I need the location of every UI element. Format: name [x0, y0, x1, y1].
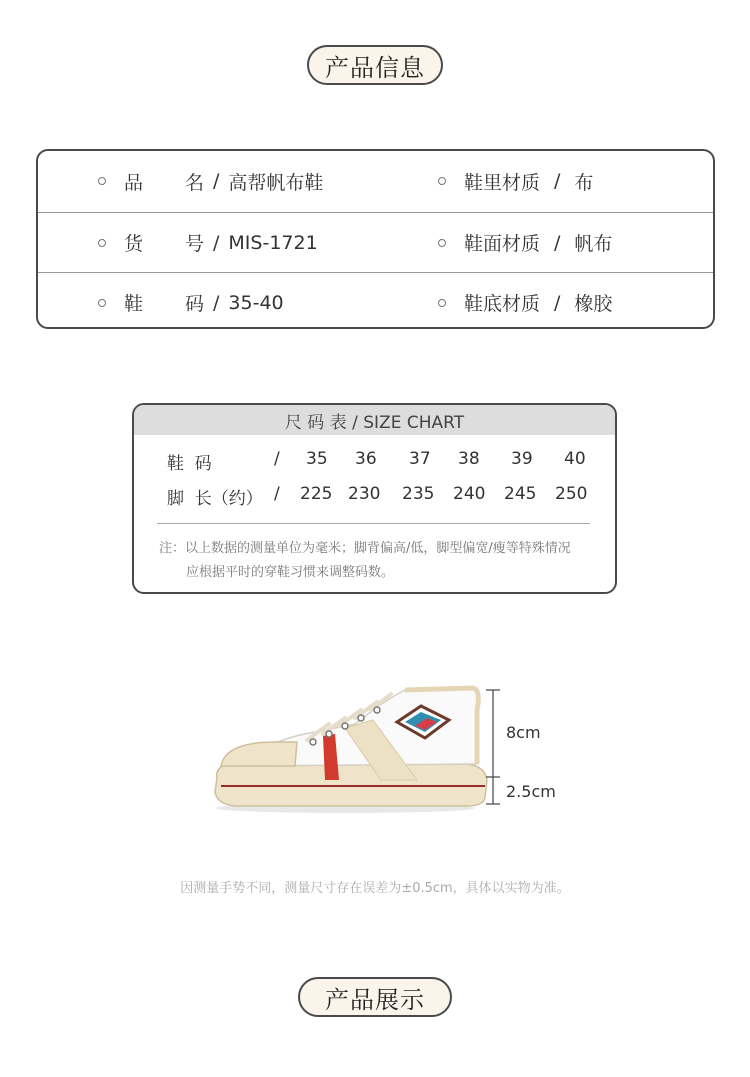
info-cell-name [98, 151, 323, 211]
size-note-line2: 应根据平时的穿鞋习惯来调整码数。 [186, 565, 395, 580]
foot-length-cell: 230 [348, 484, 381, 504]
size-row-label: 脚 长（约） [167, 489, 263, 509]
sole-height-label: 2.5cm [506, 782, 556, 801]
foot-length-cell: 245 [504, 484, 537, 504]
info-value: MIS-1721 [228, 231, 318, 254]
bullet-icon [438, 239, 446, 247]
divider [157, 523, 590, 524]
product-info-table [36, 149, 715, 329]
separator: / [554, 291, 561, 314]
product-info-title: 产品信息 [307, 45, 443, 85]
info-label: 货 号 [124, 233, 204, 255]
separator: / [274, 449, 280, 469]
separator: / [213, 291, 220, 314]
size-cell: 38 [458, 449, 480, 469]
size-note-line1: 注：以上数据的测量单位为毫米；脚背偏高/低，脚型偏宽/瘦等特殊情况 [159, 541, 571, 556]
separator: / [213, 231, 220, 254]
info-label: 品 名 [124, 171, 204, 194]
separator: / [554, 170, 561, 192]
shoe-illustration [205, 680, 515, 820]
size-cell: 39 [511, 449, 533, 469]
info-label: 鞋 码 [124, 293, 204, 315]
info-label: 鞋面材质 [464, 233, 541, 255]
upper-height-label: 8cm [506, 723, 541, 742]
bullet-icon [438, 299, 446, 307]
info-value: 高帮帆布鞋 [228, 171, 324, 194]
size-cell: 36 [355, 449, 377, 469]
foot-length-cell: 225 [300, 484, 333, 504]
info-row [38, 272, 713, 329]
info-value: 橡胶 [574, 293, 613, 315]
info-value: 35-40 [228, 291, 284, 314]
bullet-icon [98, 239, 106, 247]
info-label: 鞋里材质 [464, 171, 541, 194]
info-value: 布 [574, 171, 594, 194]
info-value: 帆布 [574, 233, 613, 255]
size-chart-title: 尺 码 表 / SIZE CHART [134, 405, 615, 435]
measurement-bar [482, 688, 504, 808]
separator: / [213, 170, 220, 192]
info-cell-lining [438, 151, 593, 211]
info-row [38, 151, 713, 211]
measurement-disclaimer: 因测量手势不同，测量尺寸存在误差为±0.5cm，具体以实物为准。 [180, 881, 570, 896]
info-label: 鞋底材质 [464, 293, 541, 315]
size-chart [132, 403, 617, 594]
separator: / [554, 231, 561, 254]
bullet-icon [438, 177, 446, 185]
foot-length-cell: 240 [453, 484, 486, 504]
foot-length-cell: 235 [402, 484, 435, 504]
product-display-title: 产品展示 [298, 977, 452, 1017]
info-cell-upper [438, 213, 612, 272]
size-row-shoe [134, 445, 615, 475]
info-cell-size [98, 273, 284, 329]
size-cell: 37 [409, 449, 431, 469]
foot-length-cell: 250 [555, 484, 588, 504]
info-cell-sku [98, 213, 318, 272]
size-row-foot [134, 480, 615, 510]
bullet-icon [98, 299, 106, 307]
info-row [38, 212, 713, 272]
size-cell: 40 [564, 449, 586, 469]
size-row-label: 鞋 码 [167, 454, 212, 474]
info-cell-sole [438, 273, 612, 329]
bullet-icon [98, 177, 106, 185]
size-cell: 35 [306, 449, 328, 469]
separator: / [274, 484, 280, 504]
